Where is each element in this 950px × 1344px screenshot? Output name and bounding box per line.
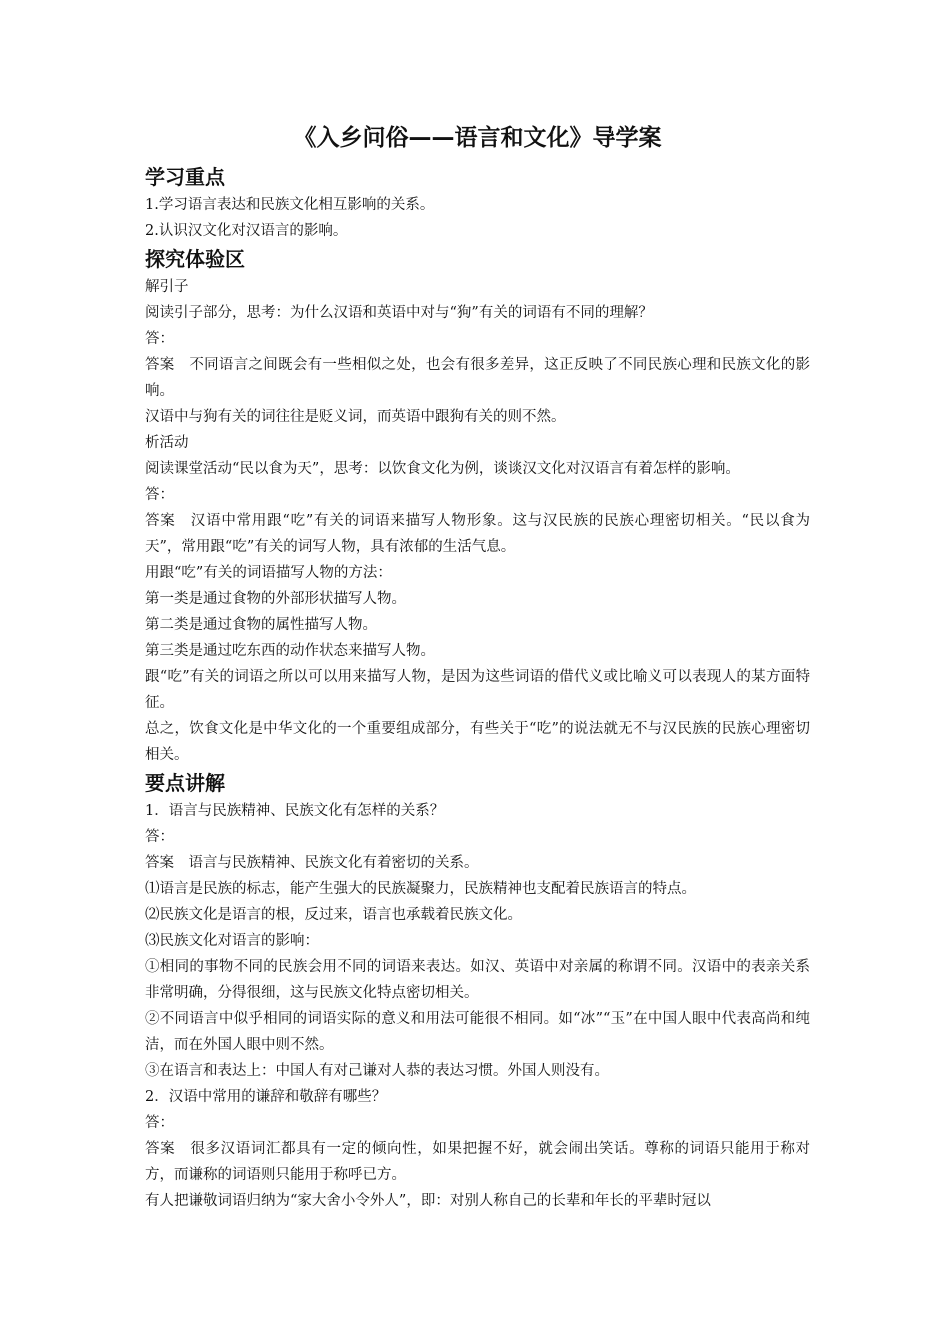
document-body xyxy=(145,118,810,1214)
paragraph: 第二类是通过食物的属性描写人物。 xyxy=(145,617,377,633)
paragraph: 第一类是通过食物的外部形状描写人物。 xyxy=(145,591,406,607)
paragraph: ⑶民族文化对语言的影响： xyxy=(145,933,319,949)
paragraph: ①相同的事物不同的民族会用不同的词语来表达。如汉、英语中对亲属的称谓不同。汉语中的表亲关系非常明确，分得很细，这与民族文化特点密切相关。 xyxy=(145,959,810,1001)
paragraph: 答案 汉语中常用跟“吃”有关的词语来描写人物形象。这与汉民族的民族心理密切相关。“民以食为天”，常用跟“吃”有关的词写人物，具有浓郁的生活气息。 xyxy=(145,513,810,555)
section-heading: 要点讲解 xyxy=(145,771,225,795)
paragraph: 跟“吃”有关的词语之所以可以用来描写人物，是因为这些词语的借代义或比喻义可以表现人的某方面特征。 xyxy=(145,669,810,711)
section xyxy=(145,244,810,768)
paragraph: 答： xyxy=(145,829,174,845)
paragraph: 1．语言与民族精神、民族文化有怎样的关系？ xyxy=(145,803,445,819)
paragraph: 答： xyxy=(145,487,174,503)
paragraph: 答案 语言与民族精神、民族文化有着密切的关系。 xyxy=(145,855,479,871)
paragraph: 阅读引子部分，思考：为什么汉语和英语中对与“狗”有关的词语有不同的理解？ xyxy=(145,305,653,321)
paragraph: 阅读课堂活动“民以食为天”，思考：以饮食文化为例，谈谈汉文化对汉语言有着怎样的影响。 xyxy=(145,461,740,477)
document-title: 《入乡问俗——语言和文化》导学案 xyxy=(293,125,662,151)
section-heading: 探究体验区 xyxy=(145,247,245,271)
paragraph: 1.学习语言表达和民族文化相互影响的关系。 xyxy=(145,197,435,213)
paragraph: 汉语中与狗有关的词往往是贬义词，而英语中跟狗有关的则不然。 xyxy=(145,409,566,425)
paragraph: 总之，饮食文化是中华文化的一个重要组成部分，有些关于“吃”的说法就无不与汉民族的民族心理密切相关。 xyxy=(145,721,810,763)
paragraph: ②不同语言中似乎相同的词语实际的意义和用法可能很不相同。如“冰”“玉”在中国人眼中代表高尚和纯洁，而在外国人眼中则不然。 xyxy=(145,1011,810,1053)
paragraph: 用跟“吃”有关的词语描写人物的方法： xyxy=(145,565,392,581)
paragraph: 答： xyxy=(145,1115,174,1131)
paragraph: 第三类是通过吃东西的动作状态来描写人物。 xyxy=(145,643,435,659)
paragraph: 2.认识汉文化对汉语言的影响。 xyxy=(145,223,348,239)
paragraph: 2．汉语中常用的谦辞和敬辞有哪些？ xyxy=(145,1089,387,1105)
paragraph: 解引子 xyxy=(145,279,189,295)
document-sections xyxy=(145,162,810,1214)
paragraph: 答： xyxy=(145,331,174,347)
paragraph: 析活动 xyxy=(145,435,189,451)
paragraph: 答案 很多汉语词汇都具有一定的倾向性，如果把握不好，就会闹出笑话。尊称的词语只能用于称对方，而谦称的词语则只能用于称呼已方。 xyxy=(145,1141,810,1183)
section-heading: 学习重点 xyxy=(145,165,225,189)
paragraph: 有人把谦敬词语归纳为“家大舍小令外人”，即：对别人称自己的长辈和年长的平辈时冠以 xyxy=(145,1193,711,1209)
paragraph: ③在语言和表达上：中国人有对己谦对人恭的表达习惯。外国人则没有。 xyxy=(145,1063,609,1079)
paragraph: ⑵民族文化是语言的根，反过来，语言也承载着民族文化。 xyxy=(145,907,522,923)
section xyxy=(145,768,810,1214)
paragraph: ⑴语言是民族的标志，能产生强大的民族凝聚力，民族精神也支配着民族语言的特点。 xyxy=(145,881,696,897)
paragraph: 答案 不同语言之间既会有一些相似之处，也会有很多差异，这正反映了不同民族心理和民族文化的影响。 xyxy=(145,357,810,399)
section xyxy=(145,162,810,244)
